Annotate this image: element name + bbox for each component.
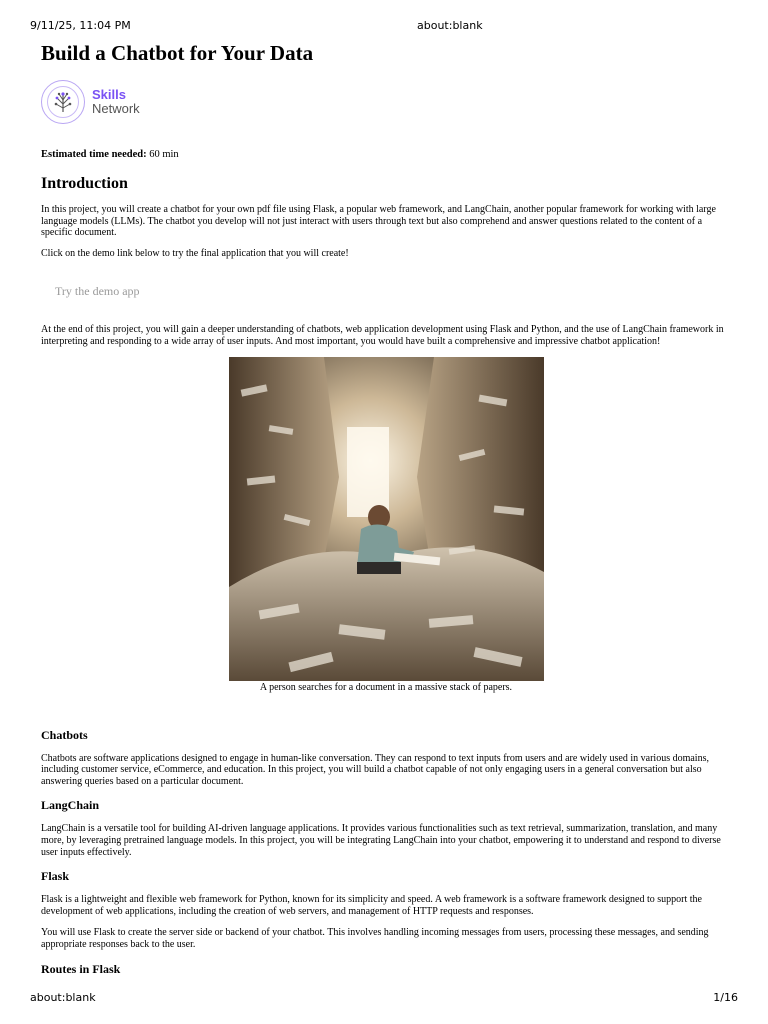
print-footer-url: about:blank — [30, 991, 96, 1004]
skills-network-logo — [41, 78, 731, 126]
figure-caption: A person searches for a document in a massive stack of papers. — [259, 681, 513, 693]
flask-heading: Flask — [41, 869, 70, 884]
print-page-title: about:blank — [417, 19, 483, 32]
intro-paragraph-3: At the end of this project, you will gain a deeper understanding of chatbots, web application development using Flask and Python, and the use of LangChain framework in interpreting and responding to a wide array of user inputs. And most important, you would have built a comprehensive and impressive chatbot application! — [41, 324, 724, 347]
logo-wordmark — [92, 88, 140, 116]
demo-app-link[interactable]: Try the demo app — [55, 284, 140, 299]
intro-paragraph-2: Click on the demo link below to try the final application that you will create! — [41, 247, 349, 259]
chatbots-heading: Chatbots — [41, 727, 88, 742]
tree-icon — [41, 80, 85, 124]
intro-paragraph-1: In this project, you will create a chatbot for your own pdf file using Flask, a popular web framework, and LangChain, another popular framework for working with large language models (LLMs). The chatbot you develop will not just interact with users through text but also comprehend and answer questions related to the content of a specific document. — [41, 204, 716, 239]
routes-in-flask-heading: Routes in Flask — [41, 961, 121, 976]
langchain-heading: LangChain — [41, 798, 100, 813]
langchain-paragraph: LangChain is a versatile tool for building AI-driven language applications. It provides various functionalities such as text retrieval, summarization, translation, and many more, by leveraging pretrained language models. In this project, you will be integrating LangChain into your chatbot, empowering it to understand and respond to diverse user inputs effectively. — [41, 823, 721, 858]
flask-paragraph-1: Flask is a lightweight and flexible web framework for Python, known for its simplicity and speed. A web framework is a software framework designed to support the development of web applications, including the creation of web servers, and management of HTTP requests and responses. — [41, 894, 702, 917]
logo-skills-text: Skills — [92, 87, 126, 102]
logo-network-text: Network — [92, 101, 140, 116]
chatbots-paragraph: Chatbots are software applications designed to engage in human-like conversation. They can respond to text inputs from users and are widely used in various domains, including customer service, eCommerce, and education. In this project, you will build a chatbot capable of not only engaging users in a general conversation but also answering queries based on a particular document. — [41, 752, 709, 787]
estimated-time — [41, 148, 731, 161]
estimated-time-label: Estimated time needed: — [41, 149, 147, 160]
print-datetime: 9/11/25, 11:04 PM — [30, 19, 131, 32]
page-title: Build a Chatbot for Your Data — [41, 41, 314, 65]
paper-stacks-image — [229, 357, 544, 681]
estimated-time-value: 60 min — [146, 149, 179, 160]
flask-paragraph-2: You will use Flask to create the server side or backend of your chatbot. This involves handling incoming messages from users, processing these messages, and sending appropriate responses back to the user. — [41, 927, 709, 950]
print-page-number: 1/16 — [713, 991, 738, 1004]
print-header — [0, 19, 768, 33]
document-content — [41, 40, 731, 977]
print-footer — [0, 991, 768, 1005]
introduction-heading: Introduction — [41, 175, 128, 192]
